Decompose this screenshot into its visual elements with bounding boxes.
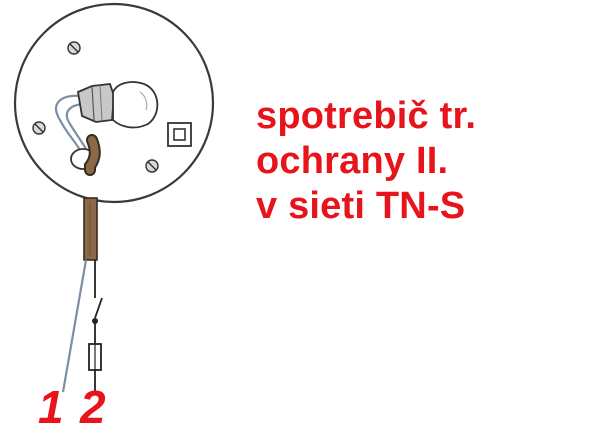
caption-line-3: v sieti TN-S (256, 185, 466, 227)
terminal-label-1: 1 (38, 381, 64, 433)
diagram-caption (256, 94, 476, 229)
double-insulation-symbol (168, 123, 191, 146)
lamp-socket (78, 84, 114, 122)
mounting-screw (33, 122, 45, 134)
mounting-screw (146, 160, 158, 172)
terminal-label-2: 2 (80, 381, 106, 433)
wire-1 (63, 260, 86, 392)
caption-line-1: spotrebič tr. (256, 95, 477, 137)
mounting-screw (68, 42, 80, 54)
light-bulb (113, 82, 157, 127)
switch (95, 298, 102, 318)
caption-line-2: ochrany II. (256, 140, 449, 182)
